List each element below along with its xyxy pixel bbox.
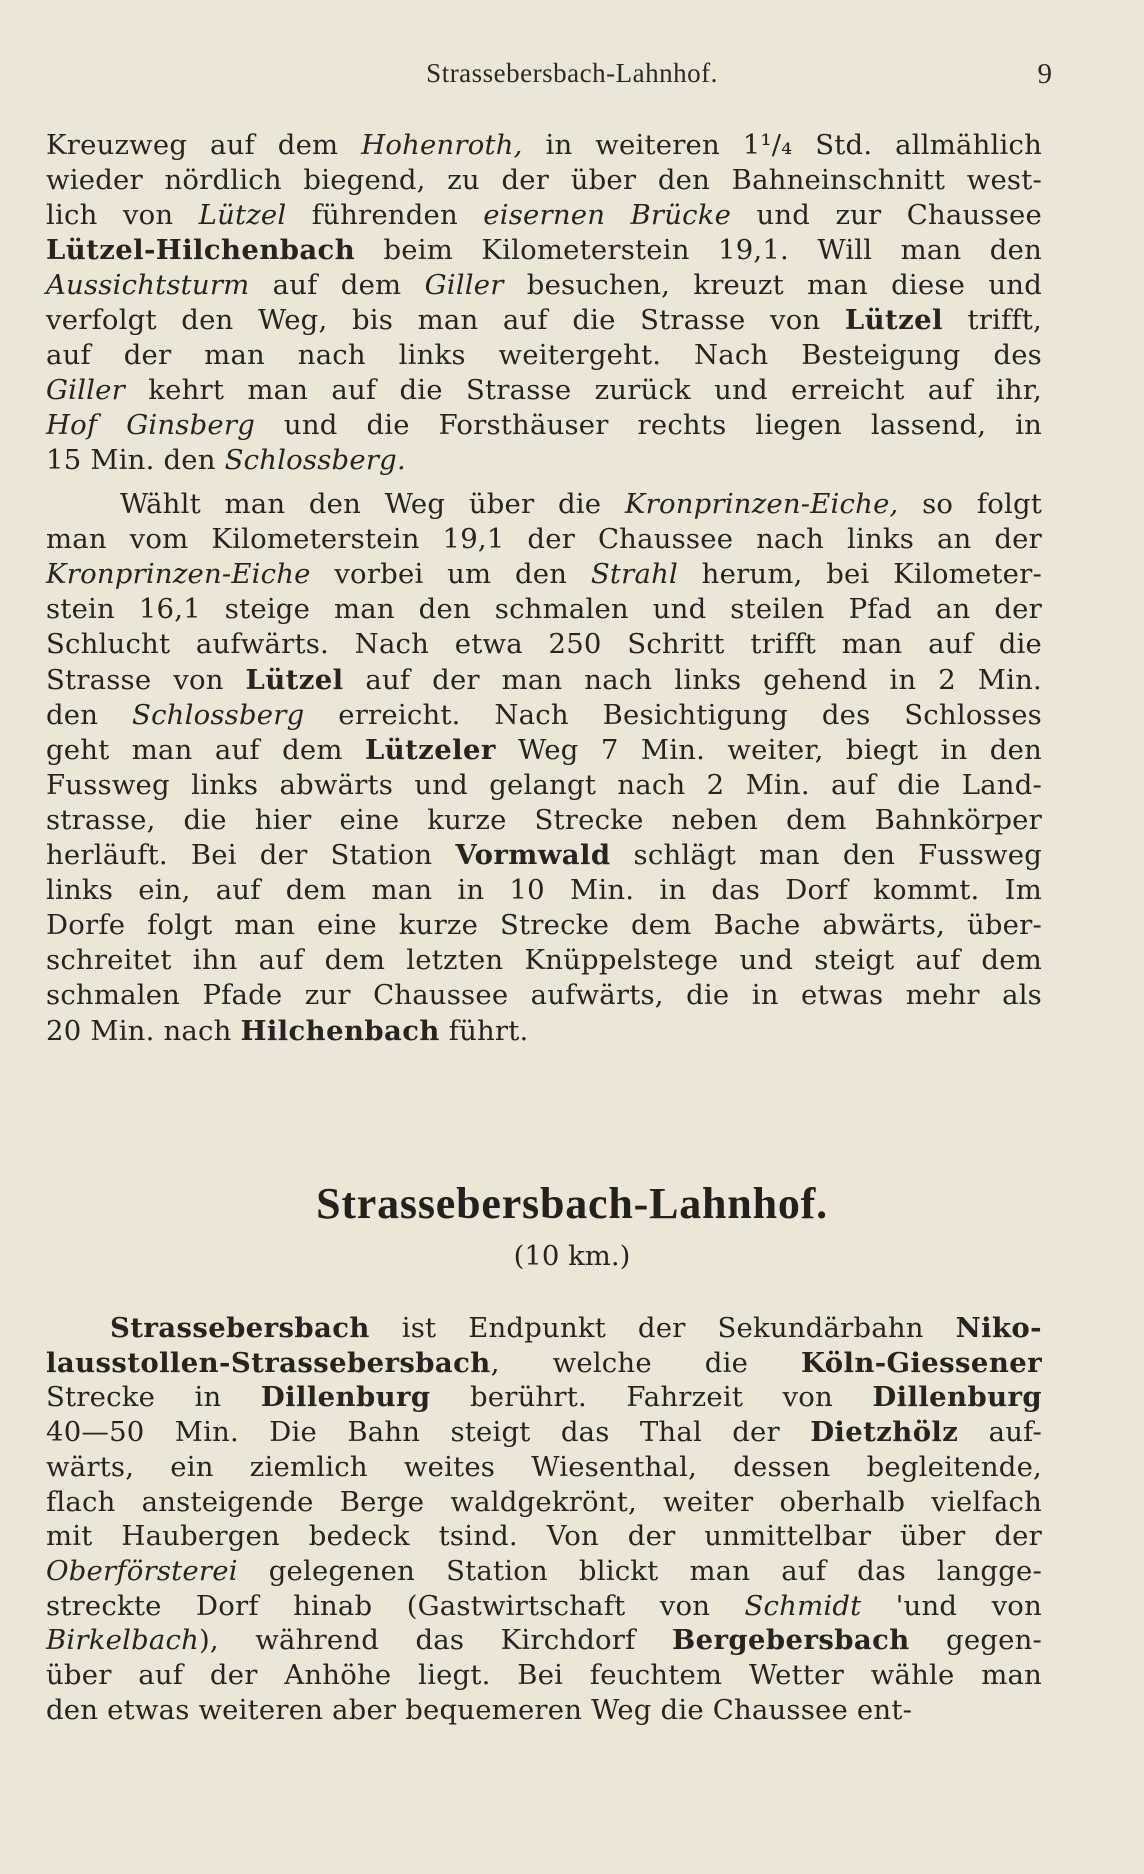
text-line bbox=[46, 442, 1042, 478]
text-line bbox=[46, 521, 1042, 557]
italic-place-name: Oberförsterei bbox=[46, 1554, 238, 1587]
running-head: Strassebersbach-Lahnhof. bbox=[426, 58, 718, 88]
text-run: flach ansteigende Berge waldgekrönt, weiter oberhalb vielfach bbox=[46, 1485, 1042, 1518]
text-line bbox=[46, 942, 1042, 978]
bold-place-name: Hilchenbach bbox=[240, 1014, 440, 1047]
text-run: und die Forsthäuser rechts liegen lassend, in bbox=[255, 409, 1042, 441]
text-line bbox=[46, 1553, 1042, 1589]
text-run: wieder nördlich biegend, zu der über den Bahneinschnitt west- bbox=[46, 164, 1042, 196]
text-run: herum, bei Kilometer- bbox=[678, 558, 1042, 591]
text-line bbox=[46, 1484, 1042, 1520]
text-run: ), während das Kirchdorf bbox=[199, 1624, 672, 1657]
italic-place-name: Strahl bbox=[590, 558, 678, 591]
text-run: herläuft. Bei der Station bbox=[46, 839, 456, 871]
italic-place-name: Aussichtsturm bbox=[46, 269, 250, 301]
italic-place-name: eisernen Brücke bbox=[483, 199, 732, 231]
bold-place-name: lausstollen-Strassebersbach bbox=[46, 1346, 491, 1379]
italic-place-name: Giller bbox=[46, 374, 125, 406]
text-run: auf- bbox=[958, 1416, 1043, 1449]
text-run: und zur Chaussee bbox=[731, 199, 1042, 231]
bold-place-name: Dietzhölz bbox=[810, 1416, 959, 1449]
text-run: stein 16,1 steige man den schmalen und steilen Pfad an der bbox=[46, 593, 1042, 626]
text-line bbox=[46, 767, 1042, 803]
bold-place-name: Dillenburg bbox=[872, 1381, 1042, 1414]
text-run: strasse, die hier eine kurze Strecke neben dem Bahnkörper bbox=[46, 803, 1042, 836]
italic-place-name: Birkelbach bbox=[46, 1624, 199, 1657]
bold-place-name: Niko- bbox=[955, 1312, 1042, 1344]
text-run: auf der man nach links weitergeht. Nach Besteigung des bbox=[46, 339, 1042, 371]
text-line bbox=[46, 162, 1042, 198]
text-line bbox=[46, 372, 1042, 408]
text-run: gelegenen Station blickt man auf das langge- bbox=[237, 1554, 1042, 1587]
text-run: erreicht. Nach Besichtigung des Schlosses bbox=[304, 698, 1042, 731]
text-line bbox=[46, 1013, 1042, 1049]
bold-place-name: Dillenburg bbox=[260, 1381, 431, 1414]
text-run: den bbox=[46, 698, 133, 731]
italic-place-name: Schlossberg. bbox=[224, 444, 406, 476]
text-run: verfolgt den Weg, bis man auf die Strasse von bbox=[46, 304, 845, 336]
italic-place-name: Kronprinzen-Eiche, bbox=[624, 488, 899, 520]
text-line bbox=[110, 1310, 1042, 1346]
bold-place-name: Lützel-Hilchenbach bbox=[46, 234, 356, 266]
text-line bbox=[46, 626, 1042, 662]
text-run: trifft, bbox=[942, 304, 1042, 336]
text-line bbox=[46, 1622, 1042, 1658]
text-run: in weiteren 1¹/₄ Std. allmählich bbox=[522, 129, 1042, 161]
text-run: berührt. Fahrzeit von bbox=[430, 1381, 873, 1414]
italic-place-name: Schmidt bbox=[744, 1589, 862, 1622]
text-run: mit Haubergen bedeck tsind. Von der unmittelbar über der bbox=[46, 1520, 1042, 1553]
text-run: über auf der Anhöhe liegt. Bei feuchtem Wetter wähle man bbox=[46, 1659, 1042, 1691]
bold-place-name: Bergebersbach bbox=[671, 1624, 910, 1657]
text-run: führt. bbox=[439, 1014, 529, 1047]
text-line bbox=[46, 556, 1042, 592]
text-line bbox=[46, 837, 1042, 873]
text-line bbox=[46, 1379, 1042, 1415]
text-run: man vom Kilometerstein 19,1 der Chaussee nach links an der bbox=[46, 523, 1042, 556]
text-line bbox=[46, 197, 1042, 233]
bold-place-name: Köln-Giessener bbox=[801, 1346, 1042, 1379]
text-run: geht man auf dem bbox=[46, 733, 365, 766]
text-run: ist Endpunkt der Sekundärbahn bbox=[369, 1312, 956, 1344]
text-line bbox=[46, 1414, 1042, 1450]
text-line bbox=[46, 872, 1042, 908]
section-title: Strassebersbach-Lahnhof. bbox=[316, 1179, 828, 1228]
text-run: wärts, ein ziemlich weites Wiesenthal, dessen begleitende, bbox=[46, 1450, 1042, 1483]
text-line bbox=[46, 697, 1042, 733]
bold-place-name: Vormwald bbox=[455, 839, 611, 871]
text-line bbox=[46, 302, 1042, 338]
text-run: Strasse von bbox=[46, 663, 246, 696]
text-line bbox=[46, 1657, 1042, 1693]
text-line bbox=[46, 1692, 1042, 1728]
italic-place-name: Hohenroth, bbox=[361, 129, 523, 161]
bold-place-name: Lützeler bbox=[364, 733, 496, 766]
text-run: kehrt man auf die Strasse zurück und erreicht auf ihr, bbox=[124, 374, 1042, 406]
text-line bbox=[46, 1345, 1042, 1381]
text-run: Kreuzweg auf dem bbox=[46, 129, 362, 161]
text-line bbox=[120, 486, 1042, 522]
italic-place-name: Hof Ginsberg bbox=[46, 409, 256, 441]
text-run: 40—50 Min. Die Bahn steigt das Thal der bbox=[46, 1416, 811, 1449]
text-line bbox=[46, 267, 1042, 303]
text-line bbox=[46, 591, 1042, 627]
text-run: Schlucht aufwärts. Nach etwa 250 Schritt trifft man auf die bbox=[46, 628, 1042, 661]
italic-place-name: Lützel bbox=[198, 199, 287, 231]
text-run: auf dem bbox=[249, 269, 425, 301]
text-run: schlägt man den Fussweg bbox=[610, 839, 1042, 871]
text-line bbox=[46, 407, 1042, 443]
text-run: 'und von bbox=[861, 1589, 1042, 1622]
text-run: 15 Min. den bbox=[46, 444, 225, 476]
text-run: den etwas weiteren aber bequemeren Weg die Chaussee ent- bbox=[46, 1693, 913, 1726]
text-line bbox=[46, 1449, 1042, 1485]
italic-place-name: Giller bbox=[424, 269, 504, 301]
text-run: Strecke in bbox=[46, 1381, 261, 1414]
text-line bbox=[46, 802, 1042, 838]
text-run: gegen- bbox=[909, 1624, 1042, 1657]
text-run: Weg 7 Min. weiter, biegt in den bbox=[495, 733, 1042, 766]
bold-place-name: Lützel bbox=[245, 663, 344, 696]
bold-place-name: Lützel bbox=[844, 304, 943, 336]
text-line bbox=[46, 232, 1042, 268]
text-run: so folgt bbox=[898, 488, 1042, 520]
text-run: Dorfe folgt man eine kurze Strecke dem Bache abwärts, über- bbox=[46, 909, 1042, 942]
text-line bbox=[46, 907, 1042, 943]
page-number: 9 bbox=[1037, 58, 1052, 90]
text-line bbox=[46, 732, 1042, 768]
text-run: links ein, auf dem man in 10 Min. in das Dorf kommt. Im bbox=[46, 874, 1042, 907]
italic-place-name: Kronprinzen-Eiche bbox=[46, 558, 311, 591]
text-run: besuchen, kreuzt man diese und bbox=[503, 269, 1042, 301]
text-run: schreitet ihn auf dem letzten Knüppelstege und steigt auf dem bbox=[46, 944, 1042, 977]
text-run: führenden bbox=[286, 199, 484, 231]
text-line bbox=[46, 337, 1042, 373]
text-run: Wählt man den Weg über die bbox=[120, 488, 625, 520]
text-line bbox=[46, 977, 1042, 1013]
section-distance: (10 km.) bbox=[513, 1240, 631, 1272]
text-run: lich von bbox=[46, 199, 199, 231]
text-run: streckte Dorf hinab (Gastwirtschaft von bbox=[46, 1589, 745, 1622]
text-run: beim Kilometerstein 19,1. Will man den bbox=[355, 234, 1042, 266]
text-line bbox=[46, 662, 1042, 698]
text-line bbox=[46, 1518, 1042, 1554]
text-run: 20 Min. nach bbox=[46, 1014, 241, 1047]
bold-place-name: Strassebersbach bbox=[110, 1312, 370, 1344]
italic-place-name: Schlossberg bbox=[132, 698, 305, 731]
text-run: auf der man nach links gehend in 2 Min. bbox=[343, 663, 1042, 696]
text-run: schmalen Pfade zur Chaussee aufwärts, die in etwas mehr als bbox=[46, 979, 1042, 1012]
text-line bbox=[46, 1588, 1042, 1624]
text-run: , welche die bbox=[490, 1346, 802, 1379]
text-run: vorbei um den bbox=[310, 558, 591, 591]
text-run: Fussweg links abwärts und gelangt nach 2 Min. auf die Land- bbox=[46, 768, 1042, 801]
text-line bbox=[46, 127, 1042, 163]
